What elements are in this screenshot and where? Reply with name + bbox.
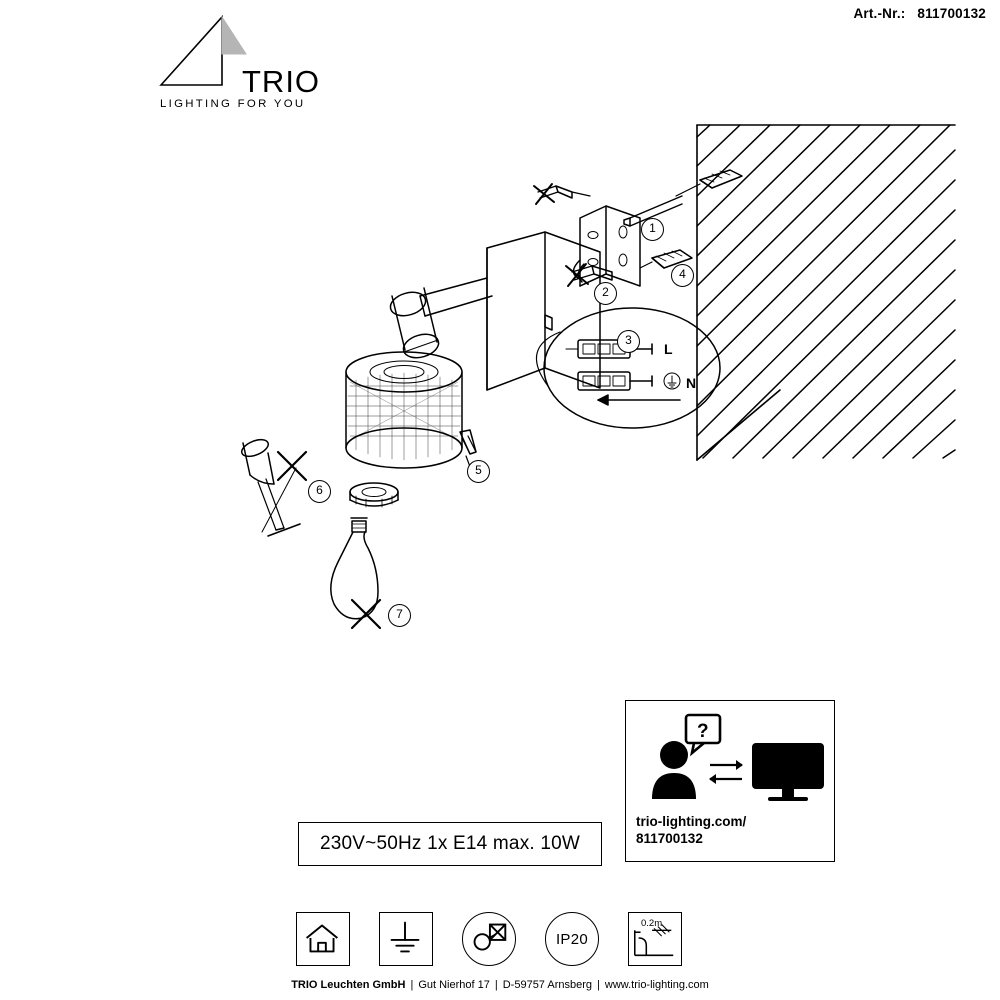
distance-label: 0.2m xyxy=(641,918,663,929)
person-icon xyxy=(652,741,696,799)
wall-hatching xyxy=(697,125,955,460)
callout-5: 5 xyxy=(467,460,490,483)
web-url-line[interactable]: trio-lighting.com/ xyxy=(636,814,747,829)
class-1-earth-icon xyxy=(379,912,433,966)
assembly-drawing xyxy=(0,100,1000,680)
wiring-label-neutral: N xyxy=(686,375,697,391)
wiring-detail-bubble xyxy=(536,308,720,428)
exchange-arrows-icon xyxy=(709,760,743,784)
footer-city: D-59757 Arnsberg xyxy=(502,979,593,991)
indoor-use-icon xyxy=(296,912,350,966)
wiring-label-live: L xyxy=(664,341,673,357)
callout-4: 4 xyxy=(671,264,694,287)
callout-6: 6 xyxy=(308,480,331,503)
callout-7: 7 xyxy=(388,604,411,627)
ip-rating-label: IP20 xyxy=(555,930,589,948)
callout-1: 1 xyxy=(641,218,664,241)
logo-tagline: LIGHTING FOR YOU xyxy=(160,98,306,110)
web-reference-box xyxy=(625,700,835,862)
earth-symbol-icon xyxy=(664,373,680,389)
electrical-spec-text: 230V~50Hz 1x E14 max. 10W xyxy=(319,833,581,854)
spot-head xyxy=(388,288,442,362)
monitor-icon xyxy=(752,743,824,801)
assembly-drawing-svg xyxy=(0,100,1000,680)
callout-2: 2 xyxy=(594,282,617,305)
pictogram-row xyxy=(296,912,716,970)
house-glyph xyxy=(297,913,347,963)
callout-3: 3 xyxy=(617,330,640,353)
no-cover-glyph xyxy=(463,913,513,963)
screwdriver xyxy=(239,436,300,536)
web-reference-icons xyxy=(626,707,834,817)
logo-wordmark: TRIO xyxy=(242,64,321,99)
article-number-value: 811700132 xyxy=(917,6,986,21)
terminal-block-bottom xyxy=(578,372,652,390)
footer: TRIO Leuchten GmbH | Gut Nierhof 17 | D-59757 Arnsberg | www.trio-lighting.com xyxy=(291,979,709,991)
web-article-line[interactable]: 811700132 xyxy=(636,831,703,846)
minimum-distance-icon xyxy=(628,912,682,966)
screw-top xyxy=(534,184,590,204)
footer-street: Gut Nierhof 17 xyxy=(418,979,490,991)
lamp-arm xyxy=(420,278,492,316)
question-mark: ? xyxy=(697,721,709,742)
article-number-label: Art.-Nr.: xyxy=(853,6,906,21)
footer-company: TRIO Leuchten GmbH xyxy=(291,979,406,991)
no-cover-icon xyxy=(462,912,516,966)
web-reference-text[interactable] xyxy=(636,813,824,847)
earth-glyph xyxy=(380,913,430,963)
article-number xyxy=(853,6,986,21)
brand-logo xyxy=(158,14,338,110)
footer-web: www.trio-lighting.com xyxy=(604,979,709,991)
ip-rating-icon xyxy=(545,912,599,966)
electrical-spec-box xyxy=(298,822,602,866)
shade-texture xyxy=(347,373,461,460)
shade-ring-nut xyxy=(350,483,398,507)
no-bulb-cross xyxy=(352,600,380,628)
triangle-mark-icon xyxy=(158,14,248,88)
